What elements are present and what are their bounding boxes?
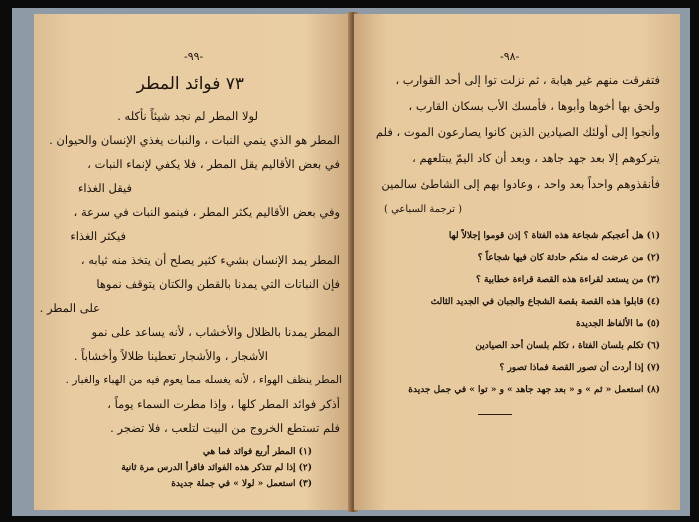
exercise-item: (٢) إذا لم تتذكر هذه الفوائد فاقرأ الدرس مرة ثانية	[121, 463, 312, 473]
text-line: ولحق بها أخوها وأبوها ، فأمسك الأب بسكان القارب ،	[408, 99, 660, 113]
question-item: (٦) تكلم بلسان الفتاة ، تكلم بلسان أحد الصيادين	[475, 341, 660, 351]
book-spread	[12, 8, 690, 516]
text-line: وفي بعض الأقاليم يكثر المطر ، فينمو النبات في سرعة ،	[73, 205, 340, 219]
text-line: فأنقذوهم واحداً بعد واحد ، وعادوا بهم إلى الشاطئ سالمين	[381, 177, 660, 191]
left-page	[34, 14, 352, 510]
question-item: (٨) استعمل « ثم » و « بعد جهد جاهد » و « توا » في جمل جديدة	[408, 385, 660, 395]
text-line: على المطر .	[39, 301, 100, 315]
right-page	[354, 14, 680, 510]
text-line: المطر ينظف الهواء ، لأنه يغسله مما يعوم فيه من الهباء والغبار .	[65, 374, 342, 386]
question-item: (٧) إذا أردت أن تصور القصة فماذا تصور ؟	[499, 363, 660, 373]
page-number: -٩٨-	[500, 50, 520, 63]
text-line: فتفرقت منهم غير هيابة ، ثم نزلت توا إلى أحد القوارب ،	[395, 73, 660, 87]
text-line: فإن النباتات التي يمدنا بالقطن والكتان يتوقف نموها	[96, 277, 340, 291]
text-line: وأنجوا إلى أولئك الصيادين الذين كانوا يصارعون الموت ، فلم	[375, 125, 660, 139]
end-rule	[478, 414, 512, 415]
exercise-item: (١) المطر أربع فوائد فما هي	[202, 447, 312, 457]
text-line: في بعض الأقاليم يقل المطر ، فلا يكفي لإنماء النبات ،	[87, 157, 340, 171]
question-item: (٥) ما الألفاظ الجديدة	[575, 319, 660, 329]
exercise-item: (٣) استعمل « لولا » في جملة جديدة	[171, 479, 312, 489]
lesson-title: ٧٣ فوائد المطر	[136, 74, 244, 94]
text-line: فيكثر الغذاء	[70, 229, 126, 243]
text-line: المطر يمدنا بالظلال والأخشاب ، لأنه يساعد على نمو	[91, 325, 340, 339]
question-item: (٤) قابلوا هذه القصة بقصة الشجاع والجبان في الجديد الثالث	[430, 297, 660, 307]
question-item: (١) هل أعجبكم شجاعة هذه الفتاة ؟ إذن قوموا إجلالاً لها	[448, 231, 660, 241]
question-item: (٢) من عرضت له منكم حادثة كان فيها شجاعاً ؟	[477, 253, 660, 263]
text-line: المطر يمد الإنسان بشيء كثير يصلح أن يتخذ منه ثيابه ،	[80, 253, 340, 267]
question-item: (٣) من يستعد لقراءة هذه القصة قراءة خطابية ؟	[476, 275, 660, 285]
text-line: فلم تستطع الخروج من البيت لتلعب ، فلا تضجر .	[110, 421, 340, 435]
text-line: فيقل الغذاء	[77, 181, 132, 195]
text-line: أذكر فوائد المطر كلها ، وإذا مطرت السماء يوماً ،	[107, 397, 340, 411]
page-number: -٩٩-	[184, 50, 204, 63]
text-line: لولا المطر لم نجد شيئاً نأكله .	[117, 109, 258, 123]
text-line: يتركوهم إلا بعد جهد جاهد ، وبعد أن كاد اليمّ يبتلعهم ،	[412, 151, 660, 165]
text-line: المطر هو الذي ينمي النبات ، والنبات يغذي الإنسان والحيوان .	[49, 133, 340, 147]
text-line: الأشجار ، والأشجار تعطينا ظلالاً وأخشاباً .	[73, 349, 268, 363]
translation-credit: ( ترجمة السباعي )	[384, 204, 463, 215]
